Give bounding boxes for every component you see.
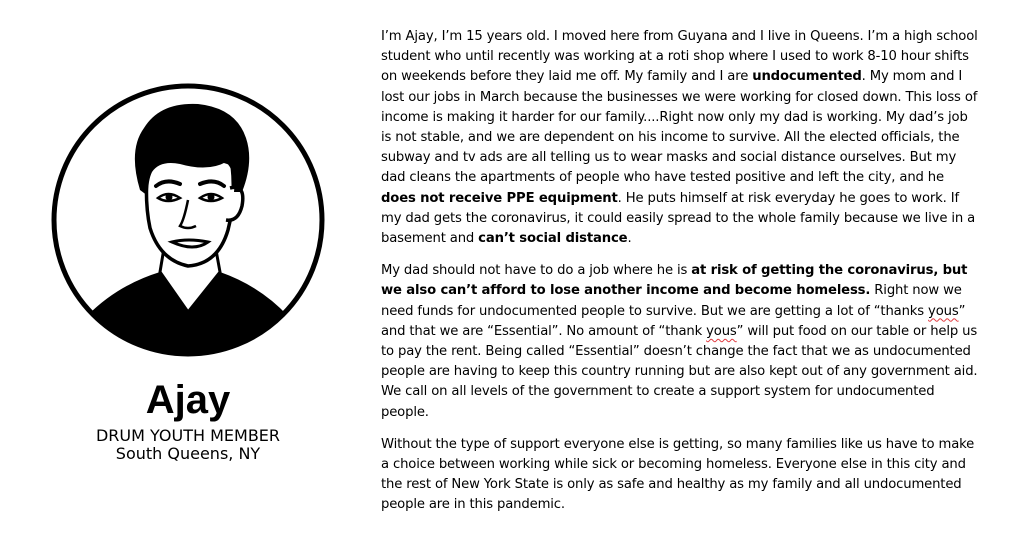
- text-run: Right now we need funds for undocumented people to survive. But we are getting a lot of “thanks: [381, 283, 962, 319]
- text-run: ” and that we are “Essential”. No amount of “thank: [381, 303, 966, 339]
- spellcheck-word: yous: [928, 303, 959, 319]
- bold-run: at risk of getting the coronavirus, but we also can’t afford to lose another income and become homeless.: [381, 263, 968, 299]
- person-name: Ajay: [145, 378, 231, 422]
- face-shape: [146, 156, 233, 266]
- text-run: ” will put food on our table or help us to pay the rent. Being called “Essential” doesn’t change the fact that we as undocumented people are having to keep this country running but are also kept out of any government aid. We call on all levels of the government to create a support system for undocumented people.: [381, 323, 978, 420]
- spellcheck-word: yous: [706, 323, 737, 339]
- text-run: . He puts himself at risk everyday he goes to work. If my dad gets the coronavirus, it could easily spread to the whole family because we live in a basement and: [381, 190, 976, 247]
- story-paragraph-3: [381, 435, 981, 516]
- profile-panel: [40, 80, 340, 480]
- story-text: [381, 27, 981, 528]
- text-run: .: [627, 231, 632, 247]
- text-run: My dad should not have to do a job where he is: [381, 263, 692, 279]
- text-run: Without the type of support everyone else is getting, so many families like us have to make a choice between working while sick or becoming homeless. Everyone else in this city and the rest of New York State is only as safe and healthy as my family and all undocumented people are in this pandemic.: [381, 436, 975, 513]
- person-location: South Queens, NY: [115, 444, 261, 463]
- bold-run: undocumented: [752, 69, 862, 85]
- text-run: . My mom and I lost our jobs in March because the businesses we were working for closed down. This loss of income is making it harder for our family....Right now only my dad is working. My dad’s job is not stable, and we are dependent on his income to survive. All the elected officials, the subway and tv ads are all telling us to wear masks and social distance ourselves. But my dad cleans the apartments of people who have tested positive and left the city, and he: [381, 69, 978, 186]
- story-paragraph-2: [381, 261, 981, 423]
- story-paragraph-1: [381, 27, 981, 249]
- person-role: DRUM YOUTH MEMBER: [95, 426, 281, 445]
- bold-run: can’t social distance: [478, 231, 628, 247]
- portrait-illustration: [48, 80, 328, 360]
- bold-run: does not receive PPE equipment: [381, 190, 618, 206]
- text-run: I’m Ajay, I’m 15 years old. I moved here from Guyana and I live in Queens. I’m a high school student who until recently was working at a roti shop where I used to work 8-10 hour shifts on weekends before they laid me off. My family and I are: [381, 29, 978, 85]
